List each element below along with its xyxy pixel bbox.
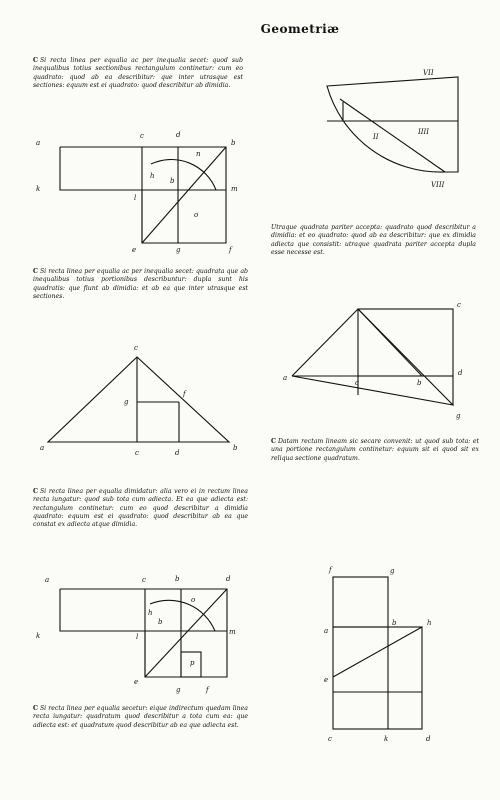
label-II: II <box>373 133 379 141</box>
label-g: g <box>456 412 461 420</box>
label-b: b <box>231 139 236 147</box>
label-k: k <box>36 185 41 193</box>
label-e: e <box>324 676 329 684</box>
label-c: c <box>328 735 332 743</box>
label-f: f <box>206 686 209 694</box>
paragraph-mark: C <box>33 488 38 495</box>
label-f: f <box>183 390 186 398</box>
label-o: o <box>194 211 199 219</box>
label-p: p <box>190 659 195 667</box>
label-h: h <box>150 172 155 180</box>
page-header: Geometriæ <box>260 22 340 36</box>
label-d: d <box>226 575 231 583</box>
label-d: d <box>426 735 431 743</box>
label-a: a <box>36 139 41 147</box>
proposition-text: Utraque quadrata pariter accepta: quadrato quod describitur a dimidia: et eo quadrato: quod ab ea describitur: que ex dimidia adiecta que consistit: utraque quadrata pariter accepta dupla esse necesse est. <box>271 224 476 256</box>
label-b: b <box>417 379 422 387</box>
label-b: b <box>175 575 180 583</box>
label-a: a <box>45 576 50 584</box>
label-l: l <box>134 194 137 202</box>
label-g: g <box>390 567 395 575</box>
label-g: g <box>176 686 181 694</box>
label-VII: VII <box>423 69 434 77</box>
label-l: l <box>136 633 139 641</box>
label-b: b <box>233 444 238 452</box>
paragraph-mark: C <box>33 705 38 712</box>
label-h: h <box>427 619 432 627</box>
label-e: e <box>132 246 137 254</box>
paragraph-mark: C <box>33 57 38 64</box>
paragraph-mark: C <box>271 438 276 445</box>
label-VIII: VIII <box>431 181 445 189</box>
label-c: c <box>142 576 146 584</box>
label-d: d <box>175 449 180 457</box>
label-m: m <box>231 185 238 193</box>
label-d: d <box>176 131 181 139</box>
label-c: c <box>140 132 144 140</box>
label-f: f <box>229 246 232 254</box>
label-b2: b <box>158 618 163 626</box>
label-k: k <box>384 735 389 743</box>
label-k: k <box>36 632 41 640</box>
label-c2: c <box>135 449 139 457</box>
label-a: a <box>324 627 329 635</box>
label-a: a <box>40 444 45 452</box>
figure-6-lines <box>333 577 422 729</box>
label-d: d <box>458 369 463 377</box>
label-g: g <box>176 246 181 254</box>
label-c: c <box>457 301 461 309</box>
label-f: f <box>329 566 332 574</box>
label-b: b <box>392 619 397 627</box>
label-a: a <box>283 374 288 382</box>
label-m: m <box>229 628 236 636</box>
label-o: o <box>191 596 196 604</box>
label-c: c <box>134 344 138 352</box>
proposition-text: Si recta linea per equalia ac per inequalia secet: quadrata que ab inequalibus totius portionibus describuntur: dupla sunt his quadratis: que fiunt ab dimidia: et ab ea que inter utrasque est sectiones. <box>33 268 248 300</box>
label-b2: b <box>170 177 175 185</box>
label-c2: c <box>355 379 359 387</box>
label-IIII: IIII <box>418 128 430 136</box>
paragraph-mark: C <box>33 268 38 275</box>
label-n: n <box>196 150 201 158</box>
proposition-text: Si recta linea per equalia secetur: eique indirectum quedam linea recta iungatur: quadratum quod describitur a tota cum ea: que adiecta est: et quadratum quod describitur ab ea que adiecta est. <box>33 705 248 729</box>
figure-6-labels <box>324 566 432 743</box>
label-g: g <box>124 398 129 406</box>
proposition-text: Si recta linea per equalia ac per inequalia secet: quod sub inequalibus totius sectionibus rectangulum continetur: cum eo quadrato: quod ab ea describitur: que inter utrasque est sectiones: equum est ei quadrato: quod describitur ab dimidia. <box>33 57 243 89</box>
proposition-text: Si recta linea per equalia dimidatur: alia vero ei in rectum linea recta iungatur: quod sub tota cum adiecta. Et ea que adiecta est: rectangulum continetur: cum eo quod describitur a dimidia quadrato: equum est ei quadrato: quod describitur ab ea que constat ex adiecta atque dimidia. <box>33 488 248 529</box>
label-h: h <box>148 609 153 617</box>
proposition-text: Datam rectam lineam sic secare convenit: ut quod sub tota: et una portione rectangulum continetur: equum sit ei quod sit ex reliqua sectione quadratum. <box>271 438 479 462</box>
label-e: e <box>134 678 139 686</box>
